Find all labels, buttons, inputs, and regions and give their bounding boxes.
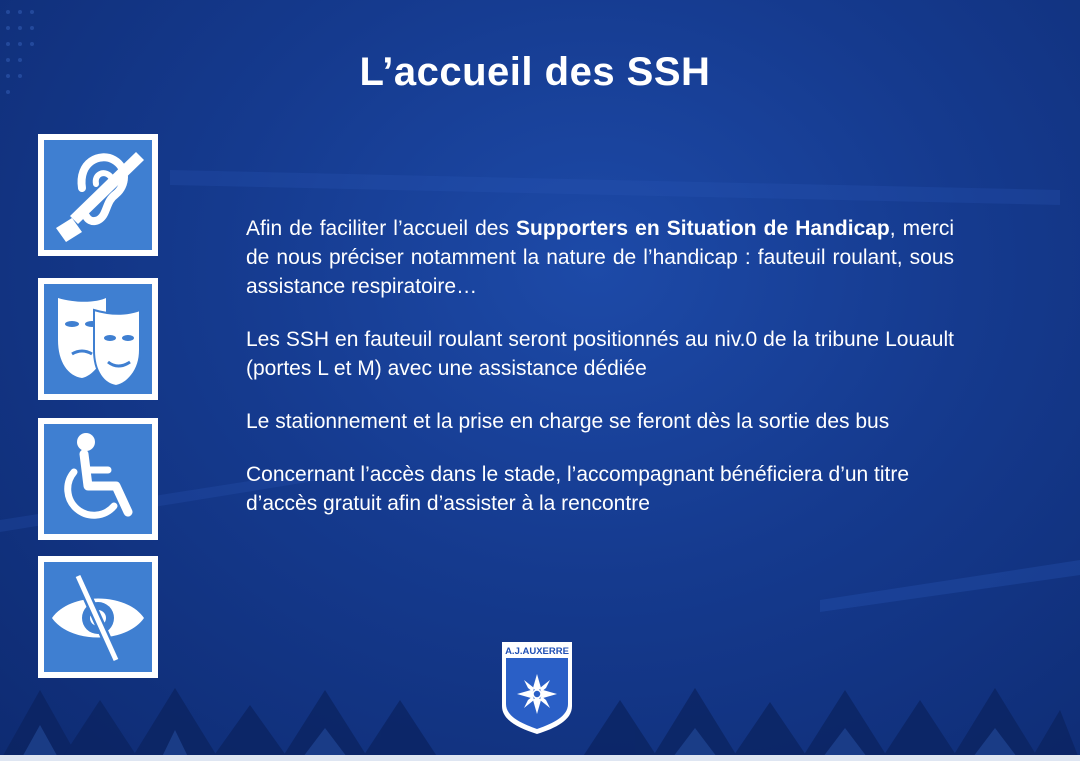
bottom-strip [0,755,1080,761]
wheelchair-icon-box [38,418,158,540]
paragraph-companion-ticket: Concernant l’accès dans le stade, l’accompagnant bénéficiera d’un titre d’accès gratuit afin d’assister à la rencontre [246,463,910,515]
mental-disability-icon-box [38,278,158,400]
visually-impaired-icon-box [38,556,158,678]
paragraph-ssh-intro [246,214,954,301]
text-content [246,214,954,542]
intro-text-start: Afin de faciliter l’accueil des [246,217,517,240]
visually-impaired-icon [44,562,152,672]
club-logo [500,640,574,736]
hearing-impaired-icon-box [38,134,158,256]
intro-bold-text: Supporters en Situation de Handicap [516,217,890,240]
wheelchair-icon [44,424,152,534]
paragraph-parking: Le stationnement et la prise en charge se feront dès la sortie des bus [246,410,890,433]
intro-text-end: , merci de nous préciser notamment la nature de l’handicap : fauteuil roulant, sous assistance respiratoire… [246,217,955,298]
paragraph-wheelchair-position: Les SSH en fauteuil roulant seront positionnés au niv.0 de la tribune Louault (portes L et M) avec une assistance dédiée [246,328,954,380]
club-logo-text: A.J.AUXERRE [505,646,569,657]
mental-disability-icon [44,284,152,394]
hearing-impaired-icon [44,140,152,250]
slide-title: L’accueil des SSH [359,50,711,94]
